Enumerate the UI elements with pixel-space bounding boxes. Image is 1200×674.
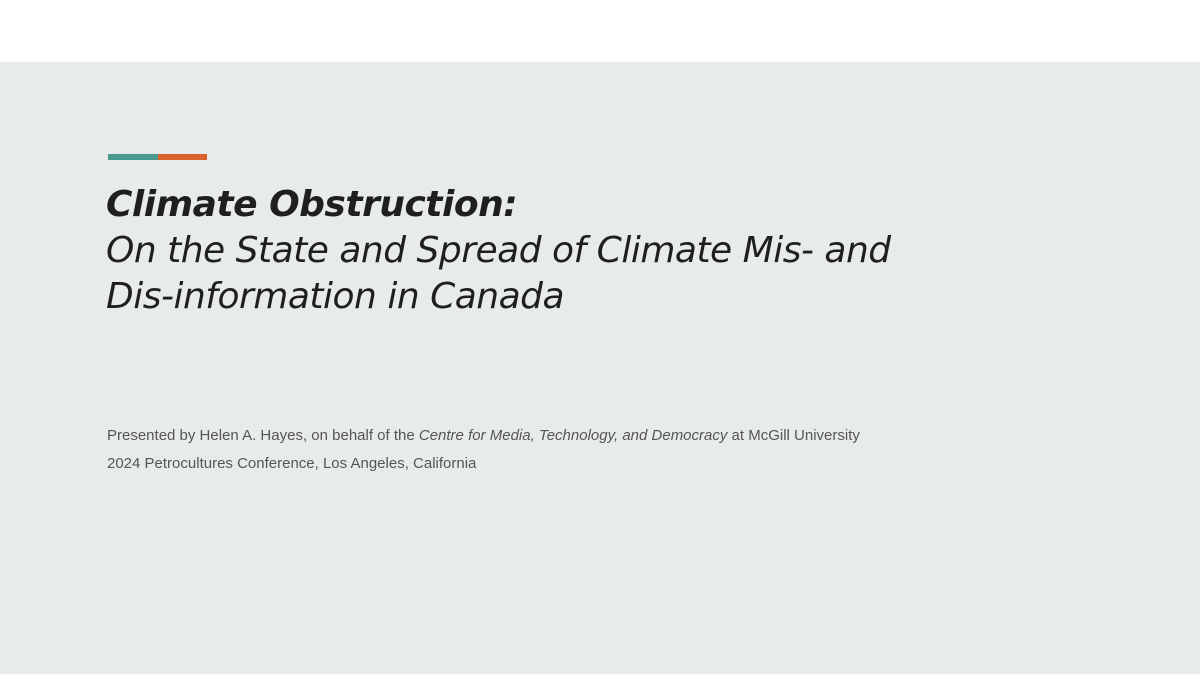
top-margin: [0, 0, 1200, 62]
presenter-prefix: Presented by Helen A. Hayes, on behalf of the: [107, 427, 419, 444]
accent-bar: [108, 154, 207, 160]
slide-title: Climate Obstruction:: [106, 184, 518, 225]
event-line: 2024 Petrocultures Conference, Los Angeles, California: [107, 455, 477, 472]
title-block: [106, 182, 1006, 320]
slide-subtitle-line-1: On the State and Spread of Climate Mis- and: [106, 230, 891, 271]
accent-bar-teal: [108, 154, 158, 160]
slide-subtitle-line-2: Dis-information in Canada: [106, 276, 565, 317]
organization-name: Centre for Media, Technology, and Democracy: [418, 427, 728, 444]
accent-bar-orange: [158, 154, 207, 160]
presenter-suffix: at McGill University: [727, 427, 860, 444]
presenter-line: [107, 422, 1107, 450]
credits: [107, 422, 1107, 478]
title-slide: [0, 62, 1200, 674]
